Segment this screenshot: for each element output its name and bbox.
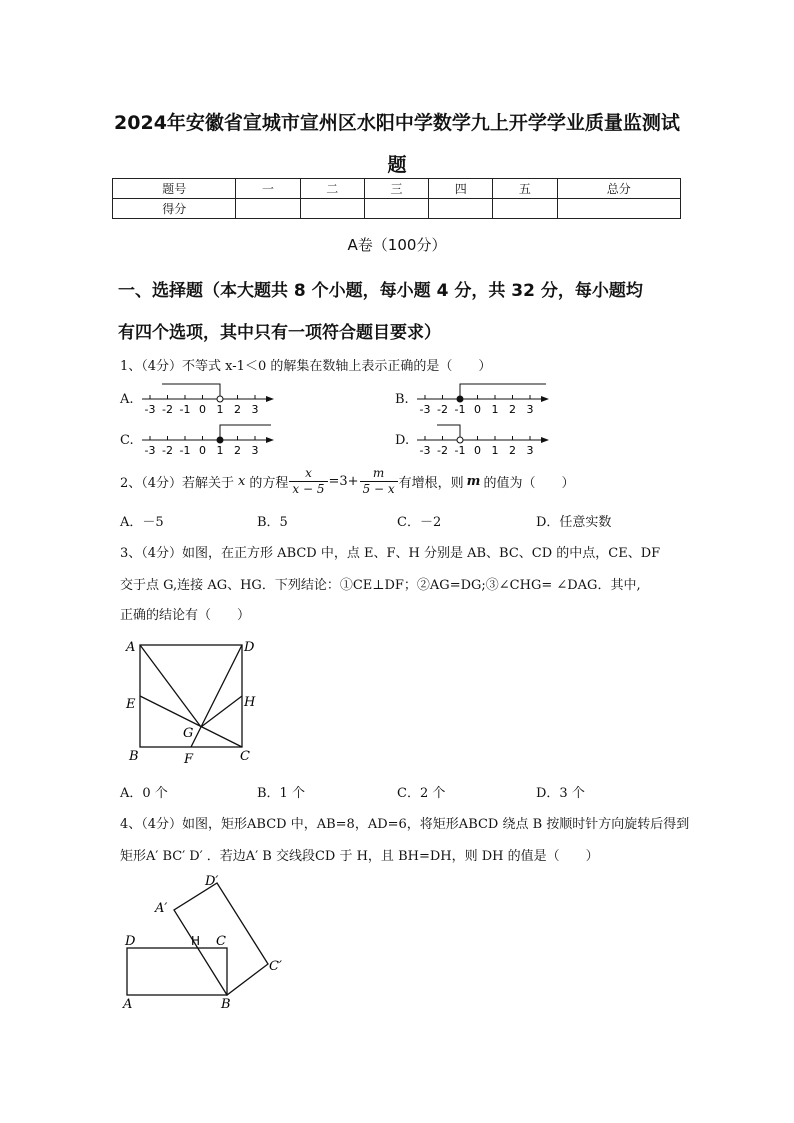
q4-label-b: B	[221, 997, 231, 1012]
numberline-solution-bracket	[162, 384, 220, 399]
score-row-label: 得分	[113, 199, 236, 219]
q2-option-a: A．－5	[120, 515, 164, 530]
q4-label-a-prime: A′	[155, 901, 168, 916]
score-header-cell: 二	[300, 179, 364, 199]
q2-option-b: B．5	[257, 515, 288, 530]
q1-option-b-label: B.	[395, 392, 409, 407]
section-a-heading: A卷（100分）	[347, 236, 447, 254]
q2-suffix1: 有增根，则	[398, 476, 464, 491]
q1-option-a-label: A.	[120, 392, 134, 407]
numberline-tick-label: 1	[491, 403, 499, 416]
numberline-tick-label: -3	[144, 444, 156, 457]
q2-fraction-2	[360, 466, 398, 497]
numberline-tick-label: 3	[251, 403, 259, 416]
q1-option-d-label: D.	[395, 433, 410, 448]
section1-heading-line1: 一、选择题（本大题共 8 个小题，每小题 4 分，共 32 分，每小题均	[118, 281, 643, 301]
q3-line3: 正确的结论有（ ）	[120, 608, 251, 623]
q4-line1: 4、（4分）如图，矩形ABCD 中，AB=8，AD=6，将矩形ABCD 绕点 B 按顺时针方向旋转后得到	[120, 817, 690, 832]
numberline-arrow	[266, 396, 274, 402]
numberline-tick-label: 2	[509, 403, 516, 416]
numberline-tick-label: 1	[216, 444, 224, 457]
q3-line1: 3、（4分）如图，在正方形 ABCD 中，点 E、F、H 分别是 AB、BC、CD 的中点，CE、DF	[120, 546, 661, 561]
q3-label-f: F	[184, 752, 194, 767]
numberline-tick-label: 3	[251, 444, 259, 457]
q3-line2: 交于点 G,连接 AG、HG．下列结论：①CE⊥DF；②AG=DG;③∠CHG= ∠DAG．其中,	[120, 578, 641, 593]
score-header-cell: 总分	[557, 179, 680, 199]
score-cell	[429, 199, 493, 219]
numberline-tick-label: 0	[199, 403, 206, 416]
numberline-tick-label: -1	[179, 403, 191, 416]
q2-eq: =3+	[328, 474, 359, 489]
q4-label-h: H	[191, 934, 201, 948]
q2-mid: 的方程	[249, 476, 289, 491]
q1-numberline-a	[140, 380, 280, 420]
q2-var-m: m	[466, 474, 481, 489]
document-title-line1: 2024年安徽省宣城市宣州区水阳中学数学九上开学学业质量监测试	[114, 112, 680, 134]
q2-frac1-numerator: x	[289, 466, 327, 482]
q4-label-c: C	[216, 934, 226, 949]
score-table-score-row	[113, 199, 681, 219]
q2-option-d: D．任意实数	[536, 515, 612, 530]
numberline-tick-label: -3	[419, 403, 431, 416]
numberline-tick-label: 2	[234, 444, 241, 457]
numberline-tick-label: -1	[454, 403, 466, 416]
score-header-cell: 五	[493, 179, 557, 199]
q3-option-a: A．0 个	[120, 786, 168, 801]
numberline-tick-label: 1	[216, 403, 224, 416]
q3-label-g: G	[183, 726, 194, 741]
score-header-cell: 题号	[113, 179, 236, 199]
q2-option-c: C．－2	[397, 515, 442, 530]
score-header-cell: 三	[364, 179, 428, 199]
numberline-tick-label: 0	[199, 444, 206, 457]
numberline-closed-point	[217, 437, 223, 443]
q4-label-d: D	[125, 934, 136, 949]
score-cell	[493, 199, 557, 219]
q1-option-c-label: C.	[120, 433, 134, 448]
numberline-arrow	[541, 396, 549, 402]
q3-square-figure	[115, 630, 275, 770]
q4-label-c-prime: C′	[269, 959, 282, 974]
score-cell	[557, 199, 680, 219]
q4-label-d-prime: D′	[205, 874, 219, 889]
numberline-arrow	[266, 437, 274, 443]
q3-segment-ag	[140, 645, 201, 727]
score-table	[112, 178, 681, 219]
numberline-arrow	[541, 437, 549, 443]
section1-heading-line2: 有四个选项，其中只有一项符合题目要求）	[118, 323, 441, 343]
q3-label-h: H	[244, 695, 256, 710]
q2-var-x: x	[238, 474, 246, 489]
score-cell	[364, 199, 428, 219]
q3-label-c: C	[240, 749, 250, 764]
q3-segment-df	[191, 645, 242, 747]
numberline-tick-label: 1	[491, 444, 499, 457]
q3-label-e: E	[126, 697, 136, 712]
q2-frac2-numerator: m	[360, 466, 398, 482]
score-cell	[300, 199, 364, 219]
q3-label-a: A	[126, 640, 136, 655]
q1-stem: 1、（4分）不等式 x-1＜0 的解集在数轴上表示正确的是（ ）	[120, 359, 492, 374]
q2-stem	[120, 466, 574, 497]
numberline-tick-label: -2	[162, 403, 173, 416]
numberline-open-point	[217, 396, 223, 402]
numberline-solution-bracket	[437, 425, 460, 440]
q4-label-a: A	[123, 997, 133, 1012]
q1-numberline-b	[415, 380, 555, 420]
q2-prefix: 2、（4分）若解关于	[120, 476, 235, 491]
numberline-open-point	[457, 437, 463, 443]
numberline-tick-label: -3	[419, 444, 431, 457]
numberline-solution-bracket	[460, 384, 546, 399]
numberline-tick-label: 3	[526, 444, 534, 457]
numberline-closed-point	[457, 396, 463, 402]
numberline-tick-label: 3	[526, 403, 534, 416]
q1-numberline-d	[415, 421, 555, 461]
numberline-tick-label: -2	[437, 444, 448, 457]
q4-line2: 矩形A′ BC′ D′ ．若边A′ B 交线段CD 于 H，且 BH=DH，则 DH 的值是（ ）	[120, 849, 599, 864]
q3-label-d: D	[244, 640, 255, 655]
q2-frac1-denominator: x − 5	[292, 482, 325, 496]
numberline-tick-label: -2	[162, 444, 173, 457]
q2-fraction-1	[289, 466, 327, 497]
numberline-tick-label: -3	[144, 403, 156, 416]
numberline-tick-label: -1	[454, 444, 466, 457]
score-header-cell: 一	[236, 179, 300, 199]
q1-numberline-c	[140, 421, 280, 461]
q4-rectangle-figure	[115, 868, 300, 1013]
numberline-tick-label: -1	[179, 444, 191, 457]
numberline-tick-label: 2	[509, 444, 516, 457]
q3-option-b: B．1 个	[257, 786, 305, 801]
q2-frac2-denominator: 5 − x	[362, 482, 395, 496]
q3-option-d: D．3 个	[536, 786, 585, 801]
numberline-solution-bracket	[220, 425, 271, 440]
q2-suffix2: 的值为（ ）	[483, 476, 575, 491]
score-table-header-row	[113, 179, 681, 199]
q3-segment-hg	[201, 696, 242, 727]
q3-option-c: C．2 个	[397, 786, 446, 801]
document-title-line2: 题	[387, 154, 407, 176]
score-header-cell: 四	[429, 179, 493, 199]
numberline-tick-label: 0	[474, 444, 481, 457]
score-cell	[236, 199, 300, 219]
numberline-tick-label: 2	[234, 403, 241, 416]
numberline-tick-label: -2	[437, 403, 448, 416]
q3-label-b: B	[129, 749, 139, 764]
numberline-tick-label: 0	[474, 403, 481, 416]
